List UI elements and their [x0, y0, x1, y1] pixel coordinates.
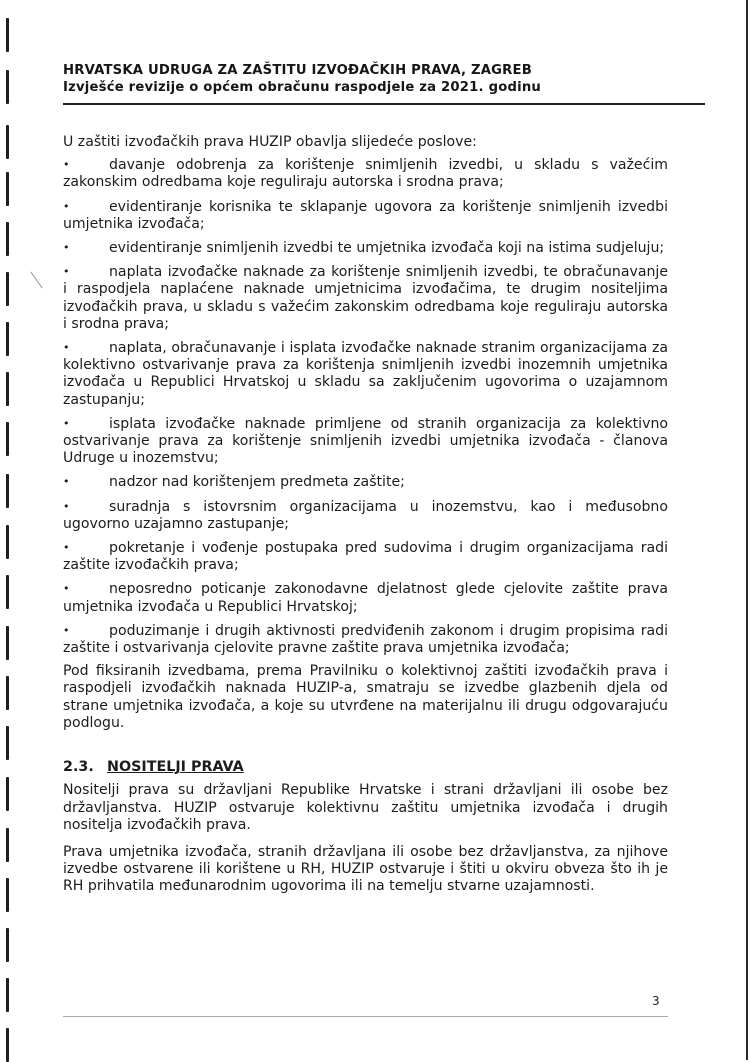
- bullet-icon: •: [63, 241, 70, 255]
- binder-mark: [6, 626, 9, 660]
- binder-mark: [6, 322, 9, 356]
- list-item-text: poduzimanje i drugih aktivnosti predviđenih zakonom i drugim propisima radi zaštite i ostvarivanja cjelovite pravne zaštite prava umjetnika izvođača;: [63, 622, 668, 657]
- binder-hole-marks: [6, 0, 10, 1060]
- bullet-icon: •: [63, 416, 70, 430]
- bullet-icon: •: [63, 582, 70, 596]
- list-item: [63, 339, 668, 409]
- binder-mark: [6, 777, 9, 811]
- binder-mark: [6, 422, 9, 456]
- list-item: [63, 239, 668, 257]
- binder-mark: [6, 928, 9, 962]
- closing-paragraph: Pod fiksiranih izvedbama, prema Pravilniku o kolektivnoj zaštiti izvođačkih prava i raspodjeli izvođačkih naknada HUZIP-a, smatraju se izvedbe glazbenih djela od strane umjetnika izvođača, a koje su utvrđene na materijalnu ili drugu odgovarajuću podlogu.: [63, 663, 668, 731]
- list-item: [63, 622, 668, 657]
- section-heading: [63, 759, 668, 776]
- bullet-icon: •: [63, 623, 70, 637]
- list-item-text: suradnja s istovrsnim organizacijama u inozemstvu, kao i međusobno ugovorno uzajamno zastupanje;: [63, 498, 668, 532]
- section-title: NOSITELJI PRAVA: [107, 759, 244, 776]
- binder-mark: [6, 525, 9, 559]
- binder-mark: [6, 70, 9, 104]
- binder-mark: [6, 474, 9, 508]
- section-paragraph: Nositelji prava su državljani Republike Hrvatske i strani državljani ili osobe bez državljanstva. HUZIP ostvaruje kolektivnu zaštitu umjetnika izvođača i drugih nositelja izvođačkih prava.: [63, 782, 668, 833]
- list-item: [63, 473, 668, 491]
- binder-mark: [6, 18, 9, 52]
- intro-paragraph: U zaštiti izvođačkih prava HUZIP obavlja slijedeće poslove:: [63, 134, 477, 150]
- binder-mark: [6, 676, 9, 710]
- list-item-text: nadzor nad korištenjem predmeta zaštite;: [109, 474, 405, 491]
- list-item-text: evidentiranje snimljenih izvedbi te umjetnika izvođača koji na istima sudjeluju;: [109, 240, 665, 257]
- section-number: 2.3.: [63, 759, 94, 776]
- list-item: [63, 263, 668, 333]
- binder-mark: [6, 372, 9, 406]
- binder-mark: [6, 172, 9, 206]
- document-body: [63, 134, 668, 906]
- list-item-text: neposredno poticanje zakonodavne djelatnost glede cjelovite zaštite prava umjetnika izvođača u Republici Hrvatskoj;: [63, 581, 668, 615]
- binder-mark: [6, 726, 9, 760]
- binder-mark: [6, 222, 9, 256]
- list-item-text: davanje odobrenja za korištenje snimljenih izvedbi, u skladu s važećim zakonskim odredbama koje reguliraju autorska i srodna prava;: [63, 157, 668, 191]
- bullet-icon: •: [63, 475, 70, 489]
- list-item: [63, 198, 668, 233]
- bullet-icon: •: [63, 499, 70, 513]
- page-edge-line: [746, 0, 748, 1060]
- binder-mark: [6, 125, 9, 159]
- list-item: [63, 415, 668, 468]
- bullet-icon: •: [63, 199, 70, 213]
- binder-mark: [6, 1028, 9, 1062]
- list-item-text: naplata, obračunavanje i isplata izvođačke naknade stranim organizacijama za kolektivno ostvarivanje prava za korištenja snimljenih izvedbi inozemnih umjetnika izvođača u Republici Hrvatskoj u skladu sa zaključenim ugovorima o uzajamnom zastupanju;: [63, 340, 668, 408]
- footer-divider: [63, 1016, 668, 1017]
- binder-mark: [6, 575, 9, 609]
- bullet-icon: •: [63, 158, 70, 172]
- report-title: Izvješće revizije o općem obračunu raspodjele za 2021. godinu: [63, 80, 541, 95]
- list-item: [63, 156, 668, 191]
- list-item-text: naplata izvođačke naknade za korištenje snimljenih izvedbi, te obračunavanje i raspodjela naplaćene naknade umjetnicima izvođačima, te drugim nositeljima izvođačkih prava, u skladu s važećim zakonskim odredbama koje reguliraju autorska i srodna prava;: [63, 264, 668, 332]
- section-paragraph: Prava umjetnika izvođača, stranih državljana ili osobe bez državljanstva, za njihove izvedbe ostvarene ili korištene u RH, HUZIP ostvaruje i štiti u okviru obveza što ih je RH prihvatila međunarodnim ugovorima ili na temelju stvarne uzajamnosti.: [63, 843, 668, 895]
- document-header: [63, 62, 663, 96]
- header-divider: [63, 103, 705, 105]
- scan-artifact: [30, 272, 42, 289]
- bullet-icon: •: [63, 341, 70, 355]
- list-item: [63, 539, 668, 574]
- organization-name: HRVATSKA UDRUGA ZA ZAŠTITU IZVOĐAČKIH PRAVA, ZAGREB: [63, 63, 532, 78]
- binder-mark: [6, 878, 9, 912]
- list-item-text: pokretanje i vođenje postupaka pred sudovima i drugim organizacijama radi zaštite izvođačkih prava;: [63, 540, 668, 574]
- bullet-icon: •: [63, 265, 70, 279]
- binder-mark: [6, 828, 9, 862]
- binder-mark: [6, 978, 9, 1012]
- list-item: [63, 498, 668, 533]
- list-item-text: evidentiranje korisnika te sklapanje ugovora za korištenje snimljenih izvedbi umjetnika izvođača;: [63, 198, 668, 232]
- bullet-icon: •: [63, 541, 70, 555]
- list-item-text: isplata izvođačke naknade primljene od stranih organizacija za kolektivno ostvarivanje prava za korištenje snimljenih izvedbi umjetnika izvođača - članova Udruge u inozemstvu;: [63, 415, 668, 467]
- binder-mark: [6, 272, 9, 306]
- page-number: 3: [652, 994, 660, 1008]
- list-item: [63, 580, 668, 615]
- duties-list: [63, 156, 668, 657]
